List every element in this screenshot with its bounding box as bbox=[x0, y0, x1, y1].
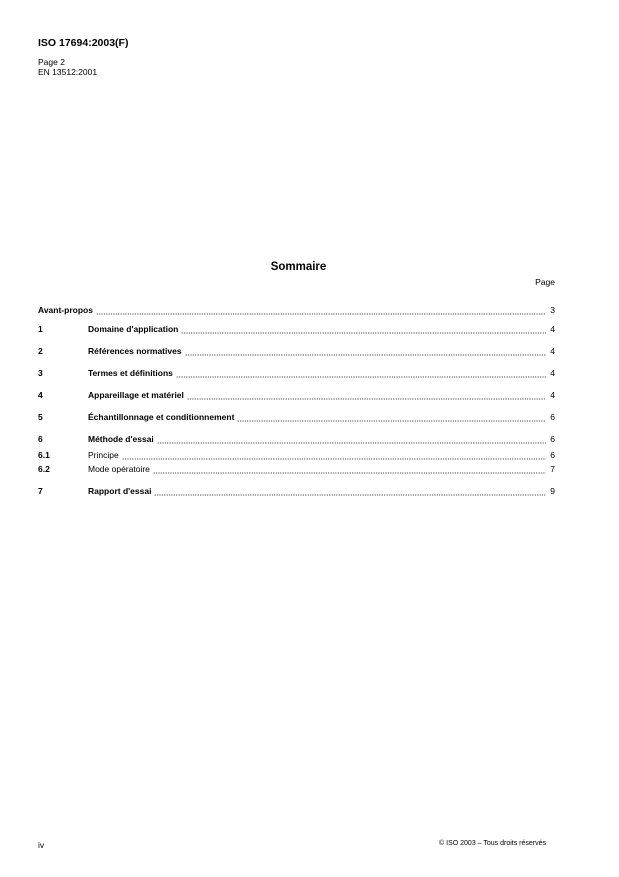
toc-entry-page: 6 bbox=[550, 412, 555, 422]
toc-dot-leader bbox=[122, 450, 547, 461]
toc-entry-title: Références normatives bbox=[88, 346, 182, 356]
toc-dot-leader bbox=[153, 464, 546, 475]
toc-dot-leader bbox=[157, 434, 546, 445]
page-line: Page 2 bbox=[38, 57, 65, 67]
toc-entry-number: 3 bbox=[38, 368, 43, 378]
toc-entry-number: 6 bbox=[38, 434, 43, 444]
toc-entry-page: 3 bbox=[550, 305, 555, 315]
toc-entry-title: Échantillonnage et conditionnement bbox=[88, 412, 235, 422]
footer-page-number: iv bbox=[38, 840, 45, 850]
toc-entry-3[interactable] bbox=[38, 368, 555, 379]
reference-standard: EN 13512:2001 bbox=[38, 67, 98, 77]
toc-dot-leader bbox=[154, 486, 546, 497]
toc-dot-leader bbox=[237, 412, 546, 423]
contents-heading: Sommaire bbox=[270, 261, 327, 273]
toc-entry-page: 4 bbox=[550, 324, 555, 334]
document-id: ISO 17694:2003(F) bbox=[38, 37, 129, 49]
page-column-label: Page bbox=[535, 277, 555, 287]
toc-entry-2[interactable] bbox=[38, 346, 555, 357]
toc-entry-number: 2 bbox=[38, 346, 43, 356]
toc-entry-page: 6 bbox=[550, 450, 555, 460]
toc-entry-7[interactable] bbox=[38, 486, 555, 497]
toc-dot-leader bbox=[96, 305, 546, 316]
toc-dot-leader bbox=[187, 390, 546, 401]
toc-entry-number: 5 bbox=[38, 412, 43, 422]
toc-entry-title: Appareillage et matériel bbox=[88, 390, 184, 400]
toc-entry-number: 6.2 bbox=[38, 464, 50, 474]
toc-entry-number: 4 bbox=[38, 390, 43, 400]
toc-entry-avant-propos[interactable] bbox=[38, 305, 555, 316]
toc-entry-title: Principe bbox=[88, 450, 119, 460]
toc-entry-number: 7 bbox=[38, 486, 43, 496]
toc-entry-page: 4 bbox=[550, 390, 555, 400]
toc-entry-1[interactable] bbox=[38, 324, 555, 335]
toc-entry-page: 4 bbox=[550, 346, 555, 356]
toc-dot-leader bbox=[176, 368, 546, 379]
toc-entry-title: Rapport d'essai bbox=[88, 486, 152, 496]
toc-entry-page: 9 bbox=[550, 486, 555, 496]
toc-entry-6-1[interactable] bbox=[38, 450, 555, 461]
toc-entry-6[interactable] bbox=[38, 434, 555, 445]
toc-dot-leader bbox=[181, 324, 546, 335]
toc-entry-title: Mode opératoire bbox=[88, 464, 150, 474]
toc-entry-title: Méthode d'essai bbox=[88, 434, 154, 444]
toc-entry-title: Termes et définitions bbox=[88, 368, 173, 378]
toc-entry-page: 6 bbox=[550, 434, 555, 444]
toc-dot-leader bbox=[185, 346, 547, 357]
toc-entry-4[interactable] bbox=[38, 390, 555, 401]
toc-entry-number: 6.1 bbox=[38, 450, 50, 460]
toc-entry-number: 1 bbox=[38, 324, 43, 334]
toc-entry-6-2[interactable] bbox=[38, 464, 555, 475]
toc-entry-page: 7 bbox=[550, 464, 555, 474]
footer-copyright: © ISO 2003 – Tous droits réservés bbox=[439, 840, 546, 847]
toc-entry-title: Domaine d'application bbox=[88, 324, 179, 334]
toc-entry-5[interactable] bbox=[38, 412, 555, 423]
toc-entry-title: Avant-propos bbox=[38, 305, 93, 315]
toc-entry-page: 4 bbox=[550, 368, 555, 378]
